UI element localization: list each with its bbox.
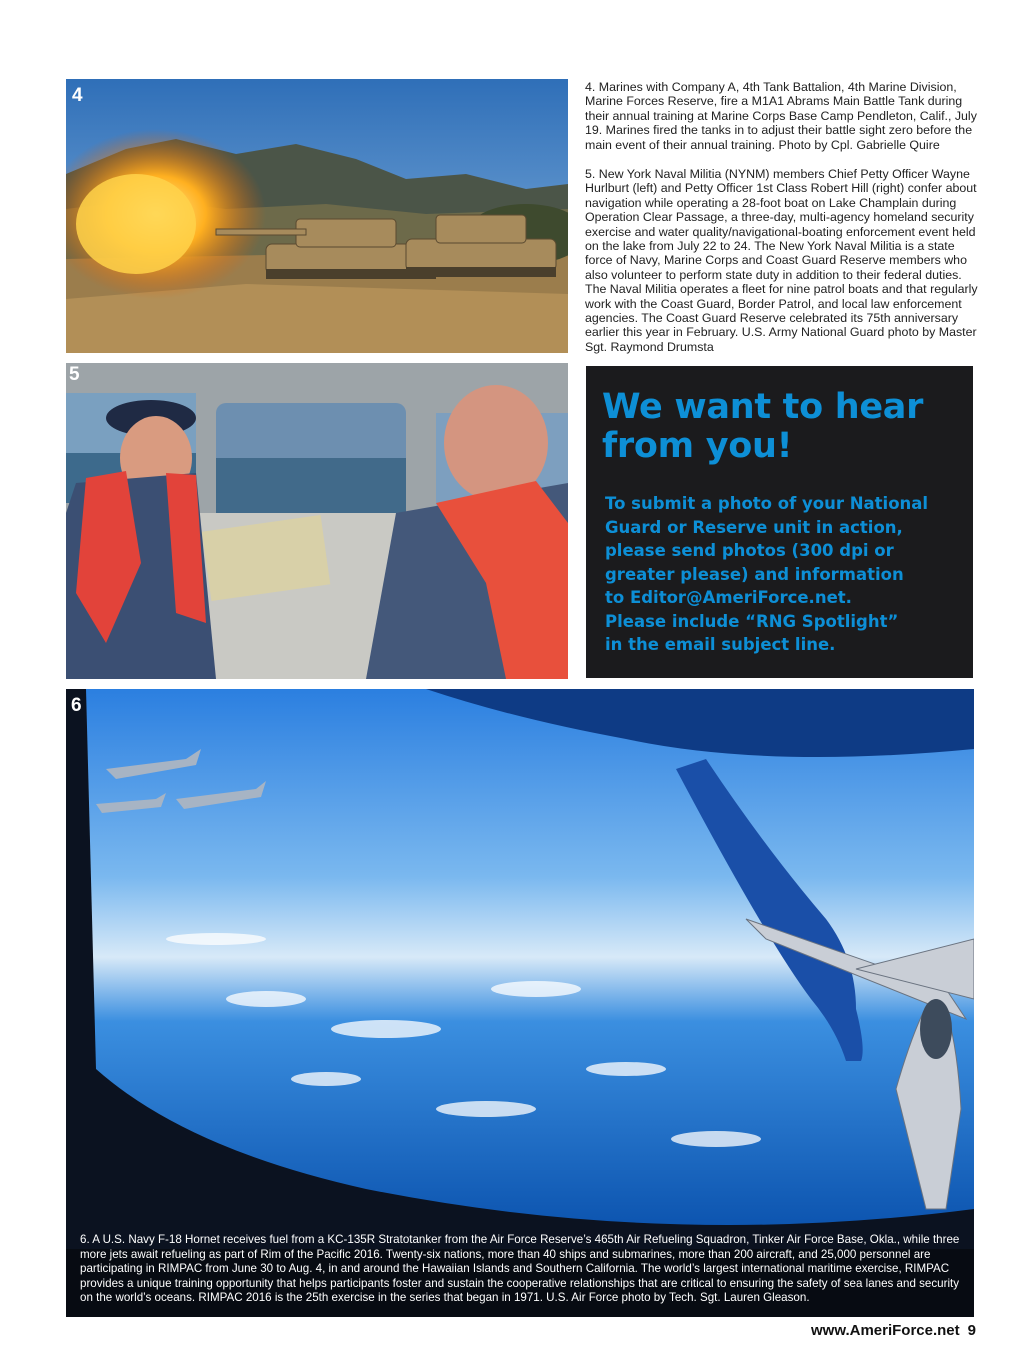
photo-number-4: 4 bbox=[72, 85, 83, 106]
callout-body-line: Please include “RNG Spotlight” bbox=[605, 611, 899, 631]
photo-6-aerial-refueling bbox=[66, 689, 974, 1317]
callout-email-line[interactable]: to Editor@AmeriForce.net. bbox=[605, 588, 852, 607]
photo-4-tank-firing bbox=[66, 79, 568, 353]
callout-body bbox=[605, 492, 957, 657]
page-number: 9 bbox=[967, 1322, 976, 1339]
caption-photo-4: 4. Marines with Company A, 4th Tank Battalion, 4th Marine Division, Marine Forces Reserve, fire a M1A1 Abrams Main Battle Tank during their annual training at Marine Corps Base Camp Pendleton, Calif., July 19. Marines fired the tanks in to adjust their battle sight zero before the main event of their annual training. Photo by Cpl. Gabrielle Quire bbox=[585, 80, 977, 152]
callout-body-line: To submit a photo of your National bbox=[605, 494, 929, 513]
callout-body-line: please send photos (300 dpi or bbox=[605, 541, 894, 560]
page-footer bbox=[811, 1322, 976, 1339]
tank-photo-illustration bbox=[66, 79, 568, 353]
caption-photo-6: 6. A U.S. Navy F-18 Hornet receives fuel from a KC-135R Stratotanker from the Air Force Reserve’s 465th Air Refueling Squadron, Tinker Air Force Base, Okla., while three more jets await refueling as part of Rim of the Pacific 2016. Twenty-six nations, more than 40 ships and submarines, more than 200 aircraft, and 25,000 personnel are participating in RIMPAC from June 30 to Aug. 4, in and around the Hawaiian Islands and Southern California. The world’s largest international maritime exercise, RIMPAC provides a unique training opportunity that helps participants foster and sustain the cooperative relationships that are critical to ensuring the safety of sea lanes and security on the world’s oceans. RIMPAC 2016 is the 25th exercise in the series that began in 1971. U.S. Air Force photo by Tech. Sgt. Lauren Gleason. bbox=[80, 1233, 960, 1304]
website-link[interactable]: www.AmeriForce.net bbox=[811, 1322, 960, 1339]
boat-photo-illustration bbox=[66, 363, 568, 679]
callout-body-line: in the email subject line. bbox=[605, 635, 836, 654]
callout-headline-line-1: We want to hear bbox=[602, 387, 924, 427]
callout-headline-line-2: from you! bbox=[602, 426, 793, 466]
photo-number-5: 5 bbox=[69, 364, 80, 385]
callout-body-line: Guard or Reserve unit in action, bbox=[605, 517, 903, 537]
callout-body-line: greater please) and information bbox=[605, 564, 904, 584]
photo-number-6: 6 bbox=[71, 695, 82, 716]
submit-photo-callout bbox=[586, 366, 973, 678]
callout-headline bbox=[602, 388, 957, 466]
refueling-photo-illustration bbox=[66, 689, 974, 1317]
caption-photo-5: 5. New York Naval Militia (NYNM) members Chief Petty Officer Wayne Hurlburt (left) and Petty Officer 1st Class Robert Hill (right) confer about navigation while operating a 28-foot boat on Lake Champlain during Operation Clear Passage, a three-day, multi-agency homeland security exercise and water quality/navigational-boating enforcement event held on the lake from July 22 to 24. The New York Naval Militia is a state force of Navy, Marine Corps and Coast Guard Reserve members who also volunteer to perform state duty in addition to their federal duties. The Naval Militia operates a fleet for nine patrol boats and that regularly work with the Coast Guard, Border Patrol, and local law enforcement agencies. The Coast Guard Reserve celebrated its 75th anniversary earlier this year in February. U.S. Army National Guard photo by Master Sgt. Raymond Drumsta bbox=[585, 167, 978, 354]
photo-5-boat-navigation bbox=[66, 363, 568, 679]
